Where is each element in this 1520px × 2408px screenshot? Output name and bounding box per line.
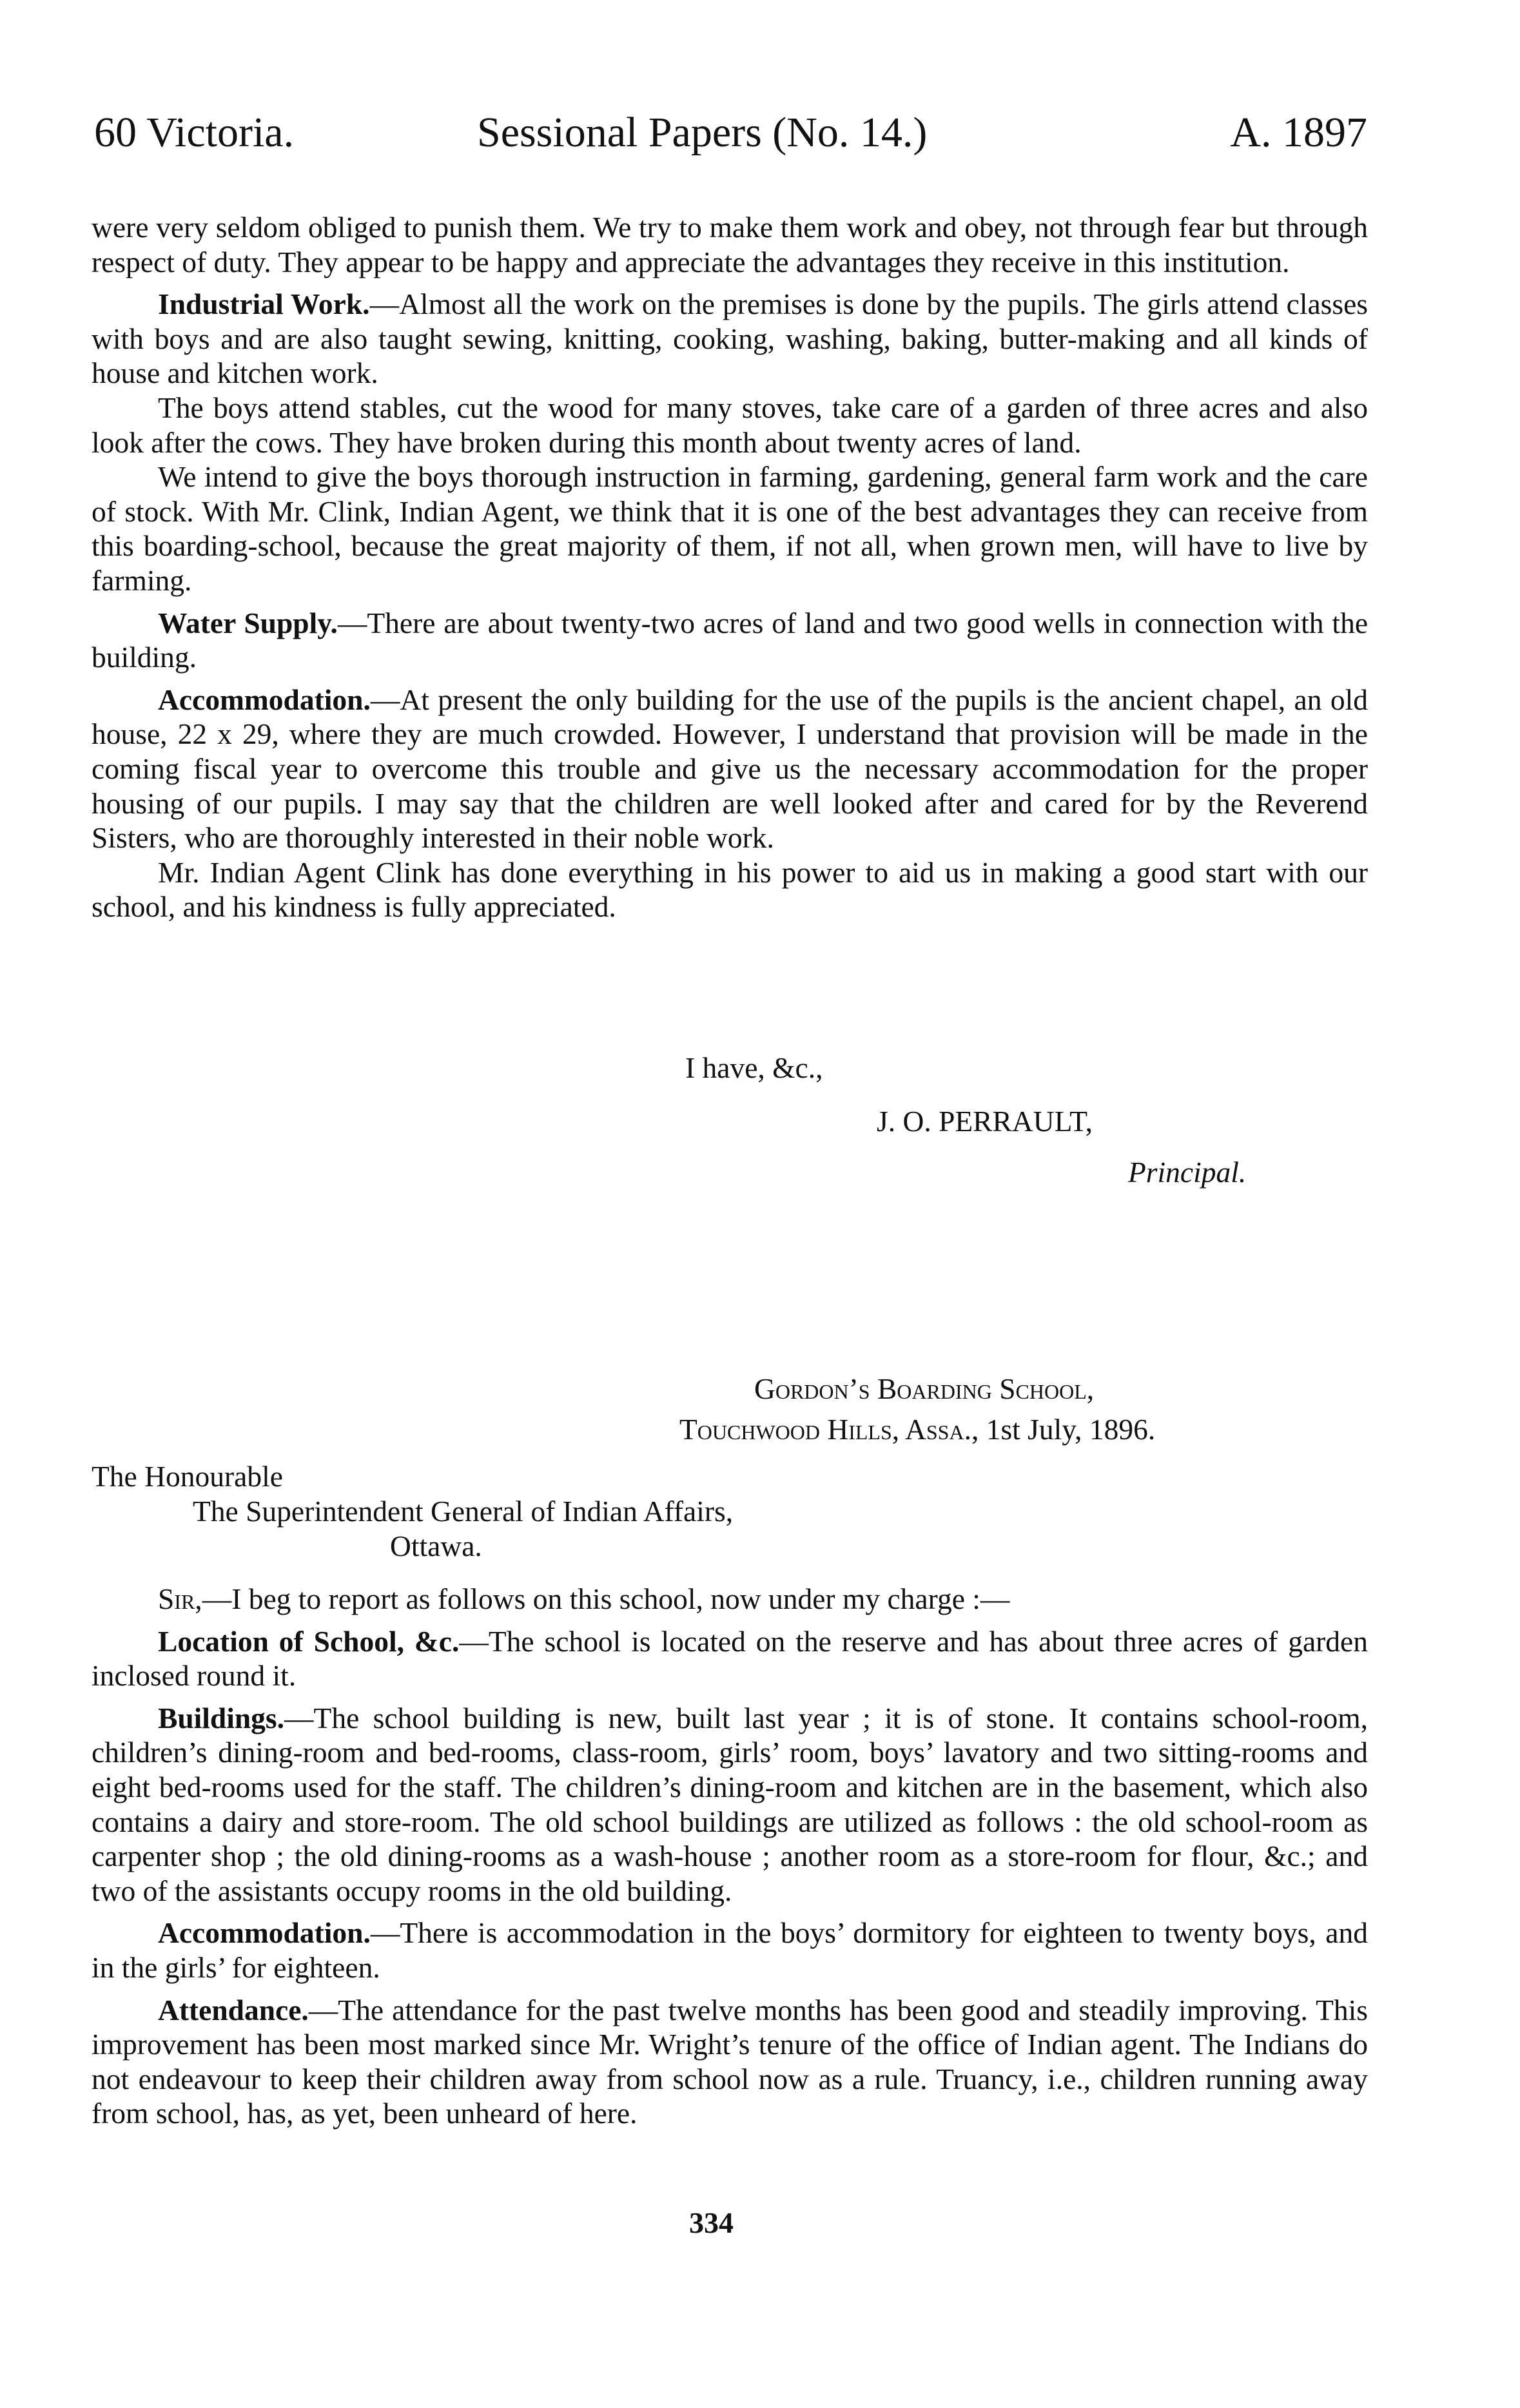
heading-attendance: Attendance. xyxy=(158,1993,309,2026)
paragraph-punish: were very seldom obliged to punish them. We try to make them work and obey, not through fear but through respect of duty. They appear to be happy and appreciate the advantages they receive in this institution. xyxy=(92,211,1368,278)
page-number: 334 xyxy=(689,2206,734,2239)
heading-location: Location of School, &c. xyxy=(158,1624,460,1658)
text-accommodation-one: —At present the only building for the use of the pupils is the ancient chapel, an old house, 22 x 29, where they are much crowded. However, I understand that provision will be made in the coming fiscal year to overcome this trouble and give us the necessary accommodation for the proper housing of our pupils. I may say that the children are well looked after and cared for by the Reverend Sisters, who are thoroughly interested in their noble work. xyxy=(92,683,1368,855)
text-location: —The school is located on the reserve and has about three acres of garden inclosed round it. xyxy=(92,1624,1369,1693)
paragraph-accommodation-one xyxy=(92,683,1368,855)
paragraph-water-supply xyxy=(92,606,1368,675)
heading-accommodation-two: Accommodation. xyxy=(158,1916,371,1950)
text-accommodation-two: —There is accommodation in the boys’ dormitory for eighteen to twenty boys, and in the girls’ for eighteen. xyxy=(92,1916,1368,1984)
header-year: A. 1897 xyxy=(1230,109,1367,156)
heading-buildings: Buildings. xyxy=(158,1701,285,1734)
text-water-supply: —There are about twenty-two acres of land and two good wells in connection with the building. xyxy=(92,606,1369,674)
running-header xyxy=(94,108,1367,173)
signature-title: Principal. xyxy=(1128,1156,1247,1189)
addressee-line-one: The Honourable xyxy=(92,1460,283,1493)
paragraph-attendance xyxy=(92,1993,1368,2131)
heading-accommodation-one: Accommodation. xyxy=(158,683,371,716)
paragraph-location xyxy=(92,1624,1368,1693)
heading-water-supply: Water Supply. xyxy=(158,606,338,639)
paragraph-boys: The boys attend stables, cut the wood for many stoves, take care of a garden of three acres and also look after the cows. They have broken during this month about twenty acres of land. xyxy=(92,391,1368,459)
paragraph-clink: Mr. Indian Agent Clink has done everything in his power to aid us in making a good start with our school, and his kindness is fully appreciated. xyxy=(92,855,1368,924)
signature-name: J. O. PERRAULT, xyxy=(877,1105,1093,1138)
place-date-line xyxy=(679,1412,1155,1446)
salutation: Sir, xyxy=(158,1582,202,1615)
header-sessional-papers: Sessional Papers (No. 14.) xyxy=(477,109,928,156)
paragraph-accommodation-two xyxy=(92,1916,1368,1985)
intro-text: —I beg to report as follows on this school, now under my charge :— xyxy=(202,1582,1010,1615)
text-industrial-work: —Almost all the work on the premises is done by the pupils. The girls attend classes with boys and are also taught sewing, knitting, cooking, washing, baking, butter-making and all kinds of house and kitchen work. xyxy=(92,287,1368,390)
heading-industrial-work: Industrial Work. xyxy=(158,287,370,321)
paragraph-farming: We intend to give the boys thorough instruction in farming, gardening, general farm work and the care of stock. With Mr. Clink, Indian Agent, we think that it is one of the best advantages they can receive from this boarding-school, because the great majority of them, if not all, when grown men, will have to live by farming. xyxy=(92,460,1368,597)
place-line: Touchwood Hills, Assa., xyxy=(679,1413,979,1446)
header-victoria: 60 Victoria. xyxy=(94,109,295,156)
letter-date: 1st July, 1896. xyxy=(986,1413,1156,1446)
text-attendance: —The attendance for the past twelve months has been good and steadily improving. This improvement has been most marked since Mr. Wright’s tenure of the office of Indian agent. The Indians do not endeavour to keep their children away from school now as a rule. Truancy, i.e., children running away from school, has, as yet, been unheard of here. xyxy=(92,1993,1368,2130)
paragraph-salutation xyxy=(92,1582,1368,1617)
text-buildings: —The school building is new, built last year ; it is of stone. It contains school-room, children’s dining-room and bed-rooms, class-room, girls’ room, boys’ lavatory and two sitting-rooms and eight bed-rooms used for the staff. The children’s dining-room and kitchen are in the basement, which also contains a dairy and store-room. The old school buildings are utilized as follows : the old school-room as carpenter shop ; the old dining-rooms as a wash-house ; another room as a store-room for flour, &c.; and two of the assistants occupy rooms in the old building. xyxy=(92,1701,1368,1907)
school-name-line: Gordon’s Boarding School, xyxy=(754,1372,1095,1405)
paragraph-industrial-work xyxy=(92,287,1368,391)
addressee-line-two: The Superintendent General of Indian Affairs, xyxy=(193,1495,734,1528)
closing-phrase: I have, &c., xyxy=(685,1051,823,1084)
letter-one-body xyxy=(92,210,1368,924)
letter-two-body xyxy=(92,1582,1368,2131)
paragraph-buildings xyxy=(92,1701,1368,1908)
addressee-line-three: Ottawa. xyxy=(390,1529,482,1562)
